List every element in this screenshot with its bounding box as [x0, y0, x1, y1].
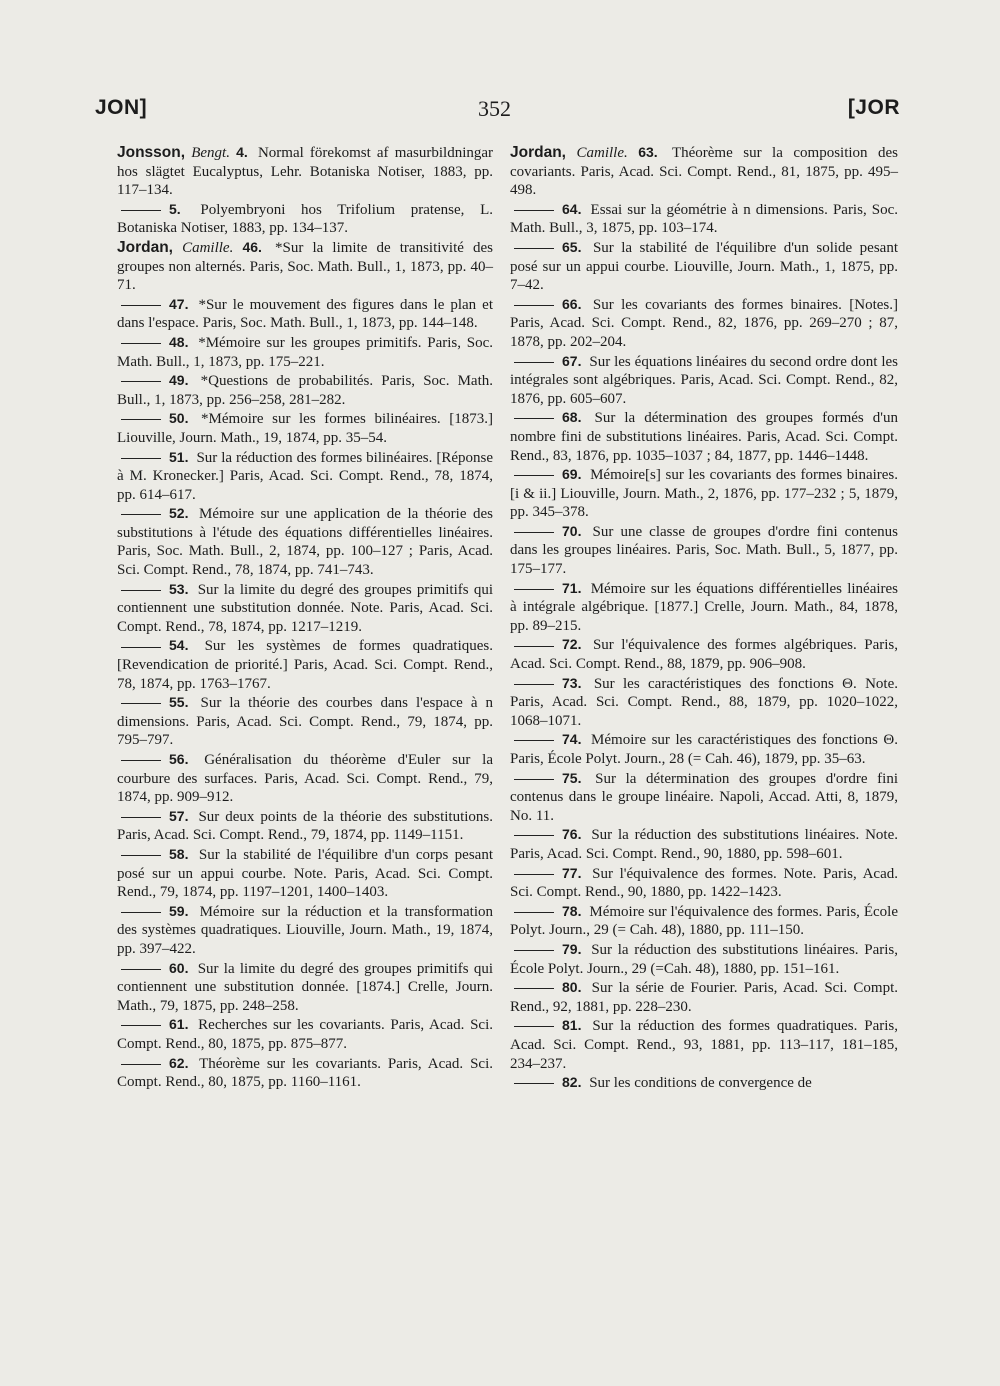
- bibliography-entry: [117, 371, 493, 409]
- bibliography-entry: [117, 333, 493, 371]
- bibliography-entry: [510, 352, 898, 409]
- bibliography-entry: [510, 864, 898, 902]
- bibliography-entry: [117, 409, 493, 447]
- entry-number: 52.: [169, 505, 189, 522]
- author-name: Jordan,: [510, 144, 566, 161]
- entry-number: 81.: [562, 1017, 582, 1034]
- ditto-dash: [121, 343, 161, 344]
- bibliography-entry: [510, 730, 898, 768]
- ditto-dash: [514, 305, 554, 306]
- bibliography-entry: [510, 143, 898, 200]
- ditto-dash: [514, 779, 554, 780]
- ditto-dash: [514, 874, 554, 875]
- entry-number: 76.: [562, 826, 582, 843]
- bibliography-entry: [117, 1054, 493, 1092]
- entry-number: 62.: [169, 1054, 189, 1071]
- bibliography-entry: [510, 238, 898, 295]
- entry-number: 70.: [562, 522, 582, 539]
- bibliography-entry: [117, 693, 493, 750]
- entry-text: Sur la stabilité de l'équilibre d'un solide pesant posé sur un appui courbe. Liouville, Journ. Math., 1, 1875, pp. 7–42.: [510, 239, 898, 294]
- ditto-dash: [514, 589, 554, 590]
- ditto-dash: [514, 1026, 554, 1027]
- entry-number: 78.: [562, 902, 582, 919]
- entry-number: 65.: [562, 238, 582, 255]
- ditto-dash: [514, 210, 554, 211]
- ditto-dash: [121, 760, 161, 761]
- bibliography-entry: [117, 902, 493, 959]
- running-header: [95, 96, 900, 126]
- entry-number: 77.: [562, 864, 582, 881]
- entry-text: *Sur la limite de transitivité des groupes non alternés. Paris, Soc. Math. Bull., 1, 1873, pp. 40–71.: [117, 239, 494, 294]
- entry-number: 54.: [169, 637, 189, 654]
- entry-text: Mémoire[s] sur les covariants des formes binaires. [i & ii.] Liouville, Journ. Math., 2, 1876, pp. 177–232 ; 5, 1879, pp. 345–378.: [510, 467, 899, 521]
- ditto-dash: [514, 1083, 554, 1084]
- entry-text: Mémoire sur l'équivalence des formes. Paris, École Polyt. Journ., 29 (= Cah. 48), 1880, pp. 111–150.: [510, 903, 898, 939]
- entry-number: 58.: [169, 845, 189, 862]
- left-column: [117, 143, 493, 1092]
- ditto-dash: [121, 210, 161, 211]
- header-right: [JOR: [847, 96, 900, 119]
- bibliography-entry: [510, 408, 898, 465]
- bibliography-entry: [510, 940, 898, 978]
- entry-text: *Mémoire sur les formes bilinéaires. [1873.] Liouville, Journ. Math., 19, 1874, pp. 35–54.: [117, 411, 493, 446]
- bibliography-entry: [117, 504, 493, 579]
- entry-text: Sur deux points de la théorie des substitutions. Paris, Acad. Sci. Compt. Rend., 79, 1874, pp. 1149–1151.: [117, 808, 494, 844]
- ditto-dash: [121, 305, 161, 306]
- entry-number: 71.: [562, 579, 582, 596]
- entry-text: Sur la détermination des groupes d'ordre fini contenus dans le groupe linéaire. Napoli, Accad. Atti, 8, 1879, No. 11.: [510, 770, 899, 824]
- entry-text: Sur les équations linéaires du second ordre dont les intégrales sont algébriques. Paris, Acad. Sci. Compt. Rend., 82, 1876, pp. 605–607.: [510, 353, 898, 407]
- bibliography-entry: [510, 635, 898, 673]
- ditto-dash: [121, 1025, 161, 1026]
- bibliography-entry: [510, 200, 898, 238]
- ditto-dash: [514, 684, 554, 685]
- page-number: 352: [478, 96, 511, 121]
- entry-text: *Questions de probabilités. Paris, Soc. Math. Bull., 1, 1873, pp. 256–258, 281–282.: [117, 373, 494, 408]
- entry-text: Sur l'équivalence des formes. Note. Paris, Acad. Sci. Compt. Rend., 90, 1880, pp. 1422–1423.: [510, 865, 898, 901]
- entry-text: Essai sur la géométrie à n dimensions. Paris, Soc. Math. Bull., 3, 1875, pp. 103–174.: [510, 201, 898, 237]
- ditto-dash: [121, 381, 161, 382]
- entry-number: 74.: [562, 731, 582, 748]
- ditto-dash: [514, 835, 554, 836]
- bibliography-entry: [510, 769, 898, 826]
- bibliography-entry: [510, 978, 898, 1016]
- author-name: Jonsson,: [117, 144, 186, 161]
- entry-number: 55.: [169, 694, 189, 711]
- entry-text: Sur la détermination des groupes formés d'un nombre fini de substitutions linéaires. Paris, Acad. Sci. Compt. Rend., 83, 1876, pp. 1035–1037 ; 84, 1877, pp. 1446–1448.: [510, 410, 898, 464]
- entry-number: 51.: [169, 448, 189, 465]
- entry-number: 57.: [169, 807, 189, 824]
- ditto-dash: [121, 912, 161, 913]
- entry-text: Mémoire sur une application de la théorie des substitutions à l'étude des équations différentielles linéaires. Paris, Soc. Math. Bull., 2, 1874, pp. 100–127 ; Paris, Acad. Sci. Compt. Rend., 78, 1874, pp. 741–743.: [117, 506, 494, 579]
- ditto-dash: [514, 532, 554, 533]
- bibliography-entry: [117, 580, 493, 637]
- entry-text: Sur les systèmes de formes quadratiques. [Revendication de priorité.] Paris, Acad. Sci. Compt. Rend., 78, 1874, pp. 1763–1767.: [117, 638, 493, 692]
- entry-number: 60.: [169, 959, 189, 976]
- entry-number: 63.: [638, 144, 658, 160]
- entry-number: 4.: [236, 144, 248, 160]
- entry-number: 75.: [562, 769, 582, 786]
- entry-text: Théorème sur la composition des covariants. Paris, Acad. Sci. Compt. Rend., 81, 1875, pp. 495–498.: [510, 145, 899, 199]
- bibliography-entry: [117, 807, 493, 845]
- entry-number: 56.: [169, 751, 189, 767]
- bibliography-entry: [510, 465, 898, 522]
- ditto-dash: [514, 475, 554, 476]
- bibliography-entry: [117, 959, 493, 1016]
- entry-number: 46.: [242, 238, 262, 255]
- bibliography-entry: [117, 636, 493, 693]
- ditto-dash: [121, 969, 161, 970]
- entry-text: Mémoire sur la réduction et la transformation des systèmes quadratiques. Liouville, Journ. Math., 19, 1874, pp. 397–422.: [117, 903, 494, 957]
- ditto-dash: [121, 647, 161, 648]
- ditto-dash: [514, 912, 554, 913]
- ditto-dash: [514, 988, 554, 989]
- bibliography-entry: [510, 825, 898, 863]
- entry-text: Polyembryoni hos Trifolium pratense, L. Botaniska Notiser, 1883, pp. 134–137.: [117, 201, 494, 237]
- ditto-dash: [121, 458, 161, 459]
- entry-text: Sur la limite du degré des groupes primitifs qui contiennent une substitution donnée. [1874.] Crelle, Journ. Math., 79, 1875, pp. 248–258.: [117, 960, 493, 1014]
- entry-text: Normal förekomst af masurbildningar hos slägtet Eucalyptus, Lehr. Botaniska Notiser, 1883, pp. 117–134.: [117, 145, 494, 199]
- ditto-dash: [121, 590, 161, 591]
- author-given-name: Camille.: [182, 239, 234, 256]
- entry-text: Recherches sur les covariants. Paris, Acad. Sci. Compt. Rend., 80, 1875, pp. 875–877.: [117, 1017, 494, 1052]
- ditto-dash: [121, 855, 161, 856]
- entry-number: 49.: [169, 372, 189, 389]
- entry-number: 66.: [562, 295, 582, 312]
- entry-text: Sur la série de Fourier. Paris, Acad. Sci. Compt. Rend., 92, 1881, pp. 228–230.: [510, 980, 899, 1015]
- entry-text: Mémoire sur les caractéristiques des fonctions Θ. Paris, École Polyt. Journ., 28 (= Cah. 46), 1879, pp. 35–63.: [510, 732, 899, 767]
- entry-text: Sur la réduction des substitutions linéaires. Paris, École Polyt. Journ., 29 (=Cah. 48), 1880, pp. 151–161.: [510, 941, 899, 977]
- entry-text: Généralisation du théorème d'Euler sur la courbure des surfaces. Paris, Acad. Sci. Compt. Rend., 79, 1874, pp. 909–912.: [117, 752, 493, 806]
- entry-text: *Sur le mouvement des figures dans le plan et dans l'espace. Paris, Soc. Math. Bull., 1, 1873, pp. 144–148.: [117, 296, 493, 332]
- ditto-dash: [121, 514, 161, 515]
- entry-number: 68.: [562, 409, 582, 426]
- bibliography-entry: [510, 1016, 898, 1073]
- entry-number: 80.: [562, 979, 582, 996]
- bibliography-entry: [510, 1073, 898, 1093]
- entry-number: 69.: [562, 466, 582, 483]
- entry-text: Sur les conditions de convergence de: [589, 1075, 812, 1092]
- ditto-dash: [514, 646, 554, 647]
- entry-text: Sur les covariants des formes binaires. [Notes.] Paris, Acad. Sci. Compt. Rend., 82, 1876, pp. 269–270 ; 87, 1878, pp. 202–204.: [510, 296, 899, 350]
- entry-number: 5.: [169, 200, 181, 217]
- entry-number: 50.: [169, 410, 189, 427]
- entry-number: 79.: [562, 940, 582, 957]
- author-given-name: Bengt.: [191, 145, 230, 161]
- entry-text: Sur une classe de groupes d'ordre fini contenus dans les groupes linéaires. Paris, Soc. Math. Bull., 5, 1877, pp. 175–177.: [510, 523, 898, 578]
- entry-text: Sur la théorie des courbes dans l'espace à n dimensions. Paris, Acad. Sci. Compt. Rend., 79, 1874, pp. 795–797.: [117, 695, 493, 749]
- bibliography-entry: [117, 200, 493, 238]
- header-left: JON]: [95, 96, 148, 119]
- bibliography-entry: [117, 238, 493, 295]
- entry-text: *Mémoire sur les groupes primitifs. Paris, Soc. Math. Bull., 1, 1873, pp. 175–221.: [117, 334, 493, 370]
- entry-number: 82.: [562, 1074, 582, 1091]
- right-column: [510, 143, 898, 1093]
- ditto-dash: [514, 418, 554, 419]
- entry-text: Sur la réduction des formes bilinéaires. [Réponse à M. Kronecker.] Paris, Acad. Sci. Compt. Rend., 78, 1874, pp. 614–617.: [117, 449, 494, 503]
- ditto-dash: [121, 419, 161, 420]
- entry-text: Sur la stabilité de l'équilibre d'un corps pesant posé sur un appui courbe. Note. Paris, Acad. Sci. Compt. Rend., 79, 1874, pp. 1197–1201, 1400–1403.: [117, 846, 494, 901]
- bibliography-entry: [117, 1015, 493, 1053]
- bibliography-entry: [510, 295, 898, 352]
- entry-text: Sur la limite du degré des groupes primitifs qui contiennent une substitution donnée. Note. Paris, Acad. Sci. Compt. Rend., 78, 1874, pp. 1217–1219.: [117, 581, 493, 635]
- bibliography-entry: [117, 143, 493, 200]
- bibliography-entry: [510, 522, 898, 579]
- entry-number: 72.: [562, 636, 582, 653]
- ditto-dash: [514, 362, 554, 363]
- entry-number: 73.: [562, 674, 582, 691]
- bibliography-entry: [117, 845, 493, 902]
- entry-text: Sur la réduction des formes quadratiques. Paris, Acad. Sci. Compt. Rend., 93, 1881, pp. 113–117, 181–185, 234–237.: [510, 1018, 898, 1072]
- entry-text: Théorème sur les covariants. Paris, Acad. Sci. Compt. Rend., 80, 1875, pp. 1160–1161.: [117, 1055, 493, 1091]
- entry-number: 59.: [169, 902, 189, 919]
- bibliography-entry: [510, 902, 898, 940]
- bibliography-entry: [510, 579, 898, 636]
- ditto-dash: [121, 703, 161, 704]
- entry-number: 64.: [562, 200, 582, 217]
- entry-number: 53.: [169, 580, 189, 597]
- bibliography-entry: [117, 448, 493, 505]
- entry-number: 48.: [169, 333, 189, 350]
- ditto-dash: [514, 950, 554, 951]
- author-name: Jordan,: [117, 238, 173, 256]
- bibliography-entry: [510, 674, 898, 731]
- author-given-name: Camille.: [576, 145, 628, 161]
- ditto-dash: [514, 740, 554, 741]
- bibliography-entry: [117, 750, 493, 807]
- entry-text: Sur la réduction des substitutions linéaires. Note. Paris, Acad. Sci. Compt. Rend., 90, 1880, pp. 598–601.: [510, 827, 898, 862]
- ditto-dash: [514, 248, 554, 249]
- entry-text: Sur l'équivalence des formes algébriques. Paris, Acad. Sci. Compt. Rend., 88, 1879, pp. 906–908.: [510, 637, 898, 673]
- entry-number: 61.: [169, 1016, 189, 1033]
- ditto-dash: [121, 817, 161, 818]
- ditto-dash: [121, 1064, 161, 1065]
- bibliography-entry: [117, 295, 493, 333]
- entry-text: Sur les caractéristiques des fonctions Θ. Note. Paris, Acad. Sci. Compt. Rend., 88, 1879, pp. 1020–1022, 1068–1071.: [510, 675, 899, 729]
- entry-number: 67.: [562, 352, 582, 369]
- entry-text: Mémoire sur les équations différentielles linéaires à intégrale algébrique. [1877.] Crelle, Journ. Math., 84, 1878, pp. 89–215.: [510, 580, 899, 634]
- entry-number: 47.: [169, 295, 189, 312]
